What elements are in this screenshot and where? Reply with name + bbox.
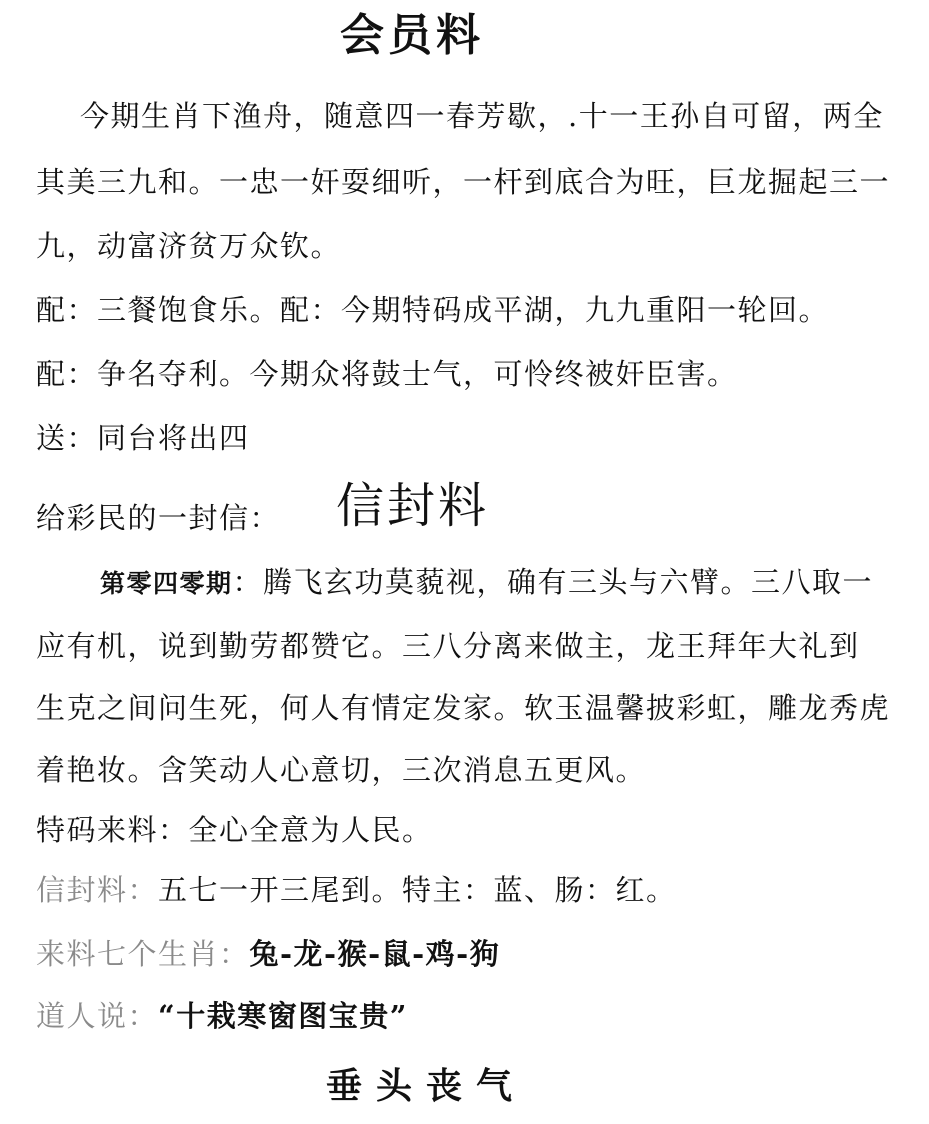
letter-label: 给彩民的一封信： — [36, 501, 281, 535]
letter-line-2: 应有机，说到勤劳都赞它。三八分离来做主，龙王拜年大礼到 — [36, 629, 860, 663]
laimiao-text: 兔-龙-猴-鼠-鸡-狗 — [249, 937, 501, 971]
laimiao-line — [36, 934, 500, 974]
issue-label: 第零四零期 — [100, 569, 233, 598]
footer-title: 垂头丧气 — [326, 1065, 527, 1107]
letter-line-4: 着艳妆。含笑动人心意切，三次消息五更风。 — [36, 753, 647, 787]
song-line: 送：同台将出四 — [36, 421, 250, 455]
xinfeng-line — [36, 870, 677, 910]
pei-line-1: 配：三餐饱食乐。配：今期特码成平湖，九九重阳一轮回。 — [36, 293, 830, 327]
section-title-xinfengliao: 信封料 — [336, 478, 490, 534]
poem-line-2: 其美三九和。一忠一奸耍细听，一杆到底合为旺，巨龙掘起三一 — [36, 165, 891, 199]
poem-line-3: 九，动富济贫万众钦。 — [36, 229, 342, 263]
daoren-line — [36, 996, 408, 1036]
xinfeng-text: 五七一开三尾到。特主：蓝、肠：红。 — [158, 873, 677, 907]
daoren-label: 道人说： — [36, 999, 159, 1033]
laimiao-label: 来料七个生肖： — [36, 937, 250, 971]
issue-line — [100, 562, 873, 604]
tema-line: 特码来料：全心全意为人民。 — [36, 813, 433, 847]
daoren-text: “十栽寒窗图宝贵” — [158, 999, 408, 1033]
xinfeng-label: 信封料： — [36, 873, 159, 907]
issue-text: ：腾飞玄功莫藐视，确有三头与六臂。三八取一 — [232, 565, 874, 599]
page-title-huiyuanliao: 会员料 — [340, 10, 484, 61]
letter-line-3: 生克之间问生死，何人有情定发家。软玉温馨披彩虹，雕龙秀虎 — [36, 691, 891, 725]
poem-line-1: 今期生肖下渔舟，随意四一春芳歇，.十一王孙自可留，两全 — [80, 99, 884, 133]
pei-line-2: 配：争名夺利。今期众将鼓士气，可怜终被奸臣害。 — [36, 357, 738, 391]
